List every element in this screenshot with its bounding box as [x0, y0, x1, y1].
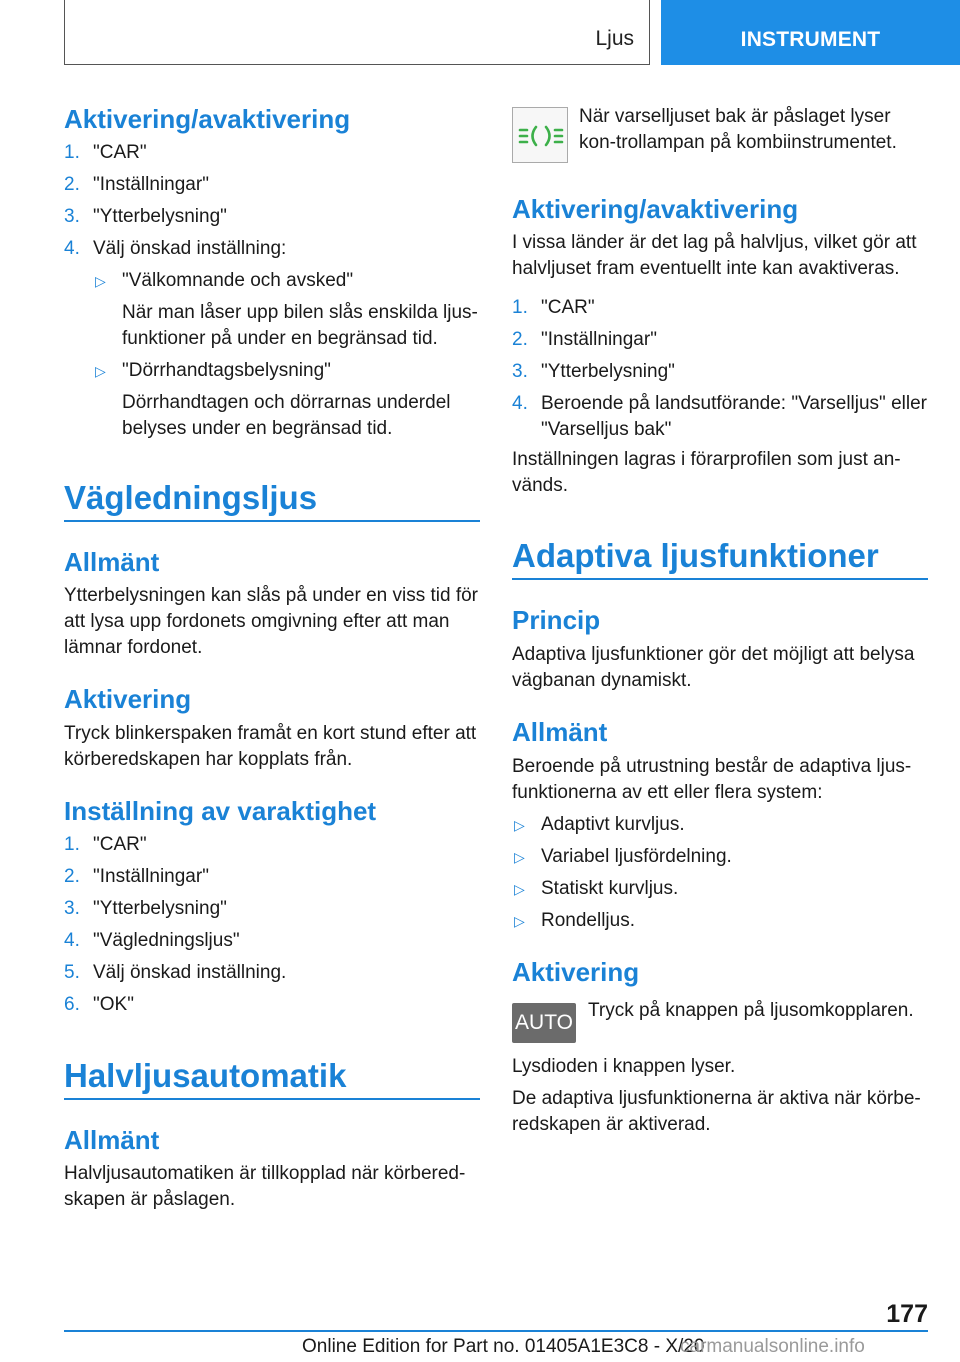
- list-item: 5. Välj önskad inställning.: [64, 962, 287, 983]
- list-item: ▷ Statiskt kurvljus.: [512, 876, 928, 902]
- saved-text: Inställningen lagras i förarprofilen som just an-vänds.: [512, 449, 901, 496]
- section-title-auto-low-beam: Halvljusautomatik: [64, 1057, 347, 1094]
- led-text: Lysdioden i knappen lyser.: [512, 1056, 736, 1077]
- header-chapter-tab: INSTRUMENT: [661, 0, 960, 65]
- list-item: 3. "Ytterbelysning": [64, 206, 227, 227]
- footer-divider: [64, 1330, 928, 1332]
- auto-button-icon: AUTO: [512, 1003, 576, 1043]
- heading-activation: Aktivering/avaktivering: [512, 194, 799, 224]
- list-item: ▷ Adaptivt kurvljus.: [512, 812, 928, 838]
- triangle-bullet-icon: ▷: [514, 881, 525, 897]
- indicator-note: När varselljuset bak är påslaget lyser kon-trollampan på kombiinstrumentet.: [579, 106, 897, 153]
- principle-text: Adaptiva ljusfunktioner gör det möjligt att belysa vägbanan dynamiskt.: [512, 644, 915, 691]
- section-divider: [64, 520, 480, 522]
- list-item: ▷ "Välkomnande och avsked" När man låser upp bilen slås enskilda ljus-funktioner på under en begränsad tid.: [95, 270, 478, 349]
- section-divider: [64, 1098, 480, 1100]
- heading-activate: Aktivering: [512, 957, 640, 987]
- triangle-bullet-icon: ▷: [514, 913, 525, 929]
- section-divider: [512, 578, 928, 580]
- general-text: Beroende på utrustning består de adaptiva ljus-funktionerna av ett eller flera system:: [512, 756, 912, 803]
- heading-principle: Princip: [512, 605, 601, 635]
- list-item: 6. "OK": [64, 994, 134, 1015]
- activation-steps: [64, 140, 480, 268]
- adaptive-systems-list: [512, 812, 928, 940]
- page-number: 177: [886, 1300, 928, 1328]
- list-item: 4. Beroende på landsutförande: "Varselljus" eller "Varselljus bak": [512, 393, 927, 440]
- list-item: 2. "Inställningar": [64, 174, 209, 195]
- list-item: ▷ "Dörrhandtagsbelysning" Dörrhandtagen och dörrarnas underdel belyses under en begränsad tid.: [95, 360, 451, 439]
- general-text: Ytterbelysningen kan slås på under en viss tid för att lysa upp fordonets omgivning efter att man lämnar fordonet.: [64, 585, 479, 658]
- auto-button-note: Tryck på knappen på ljusomkopplaren.: [588, 1000, 914, 1021]
- list-item: 2. "Inställningar": [64, 866, 209, 887]
- section-title-adaptive-light: Adaptiva ljusfunktioner: [512, 537, 879, 574]
- list-item: 1. "CAR": [512, 297, 595, 318]
- heading-general: Allmänt: [64, 547, 160, 577]
- list-item: 3. "Ytterbelysning": [512, 361, 675, 382]
- heading-activate: Aktivering: [64, 684, 192, 714]
- list-item: 1. "CAR": [64, 142, 147, 163]
- setting-options: [93, 268, 480, 448]
- activate-text: Tryck blinkerspaken framåt en kort stund efter att körberedskapen har kopplats från.: [64, 723, 477, 770]
- header-section-title: Ljus: [595, 27, 634, 50]
- list-item: ▷ Variabel ljusfördelning.: [512, 844, 928, 870]
- list-item: 4. "Vägledningsljus": [64, 930, 240, 951]
- duration-steps: [64, 832, 480, 1024]
- heading-activation: Aktivering/avaktivering: [64, 104, 351, 134]
- triangle-bullet-icon: ▷: [95, 363, 106, 379]
- watermark: carmanualsonline.info: [680, 1336, 865, 1357]
- triangle-bullet-icon: ▷: [514, 817, 525, 833]
- section-title-guide-light: Vägledningsljus: [64, 479, 318, 516]
- triangle-bullet-icon: ▷: [514, 849, 525, 865]
- triangle-bullet-icon: ▷: [95, 273, 106, 289]
- list-item: 4. Välj önskad inställning:: [64, 238, 287, 259]
- heading-auto-general: Allmänt: [64, 1125, 160, 1155]
- rear-daytime-light-indicator-icon: [512, 107, 568, 163]
- edition-text: Online Edition for Part no. 01405A1E3C8 - X/20: [302, 1336, 705, 1357]
- list-item: ▷ Rondelljus.: [512, 908, 928, 934]
- heading-duration: Inställning av varaktighet: [64, 796, 377, 826]
- auto-general-text: Halvljusautomatiken är tillkopplad när körbered-skapen är påslagen.: [64, 1163, 466, 1210]
- activation-steps: [512, 295, 928, 449]
- active-text: De adaptiva ljusfunktionerna är aktiva när körbe-redskapen är aktiverad.: [512, 1088, 921, 1135]
- list-item: 2. "Inställningar": [512, 329, 657, 350]
- header-frame: [64, 0, 650, 65]
- list-item: 1. "CAR": [64, 834, 147, 855]
- list-item: 3. "Ytterbelysning": [64, 898, 227, 919]
- activation-text: I vissa länder är det lag på halvljus, vilket gör att halvljuset fram eventuellt inte kan avaktiveras.: [512, 232, 917, 279]
- heading-general: Allmänt: [512, 717, 608, 747]
